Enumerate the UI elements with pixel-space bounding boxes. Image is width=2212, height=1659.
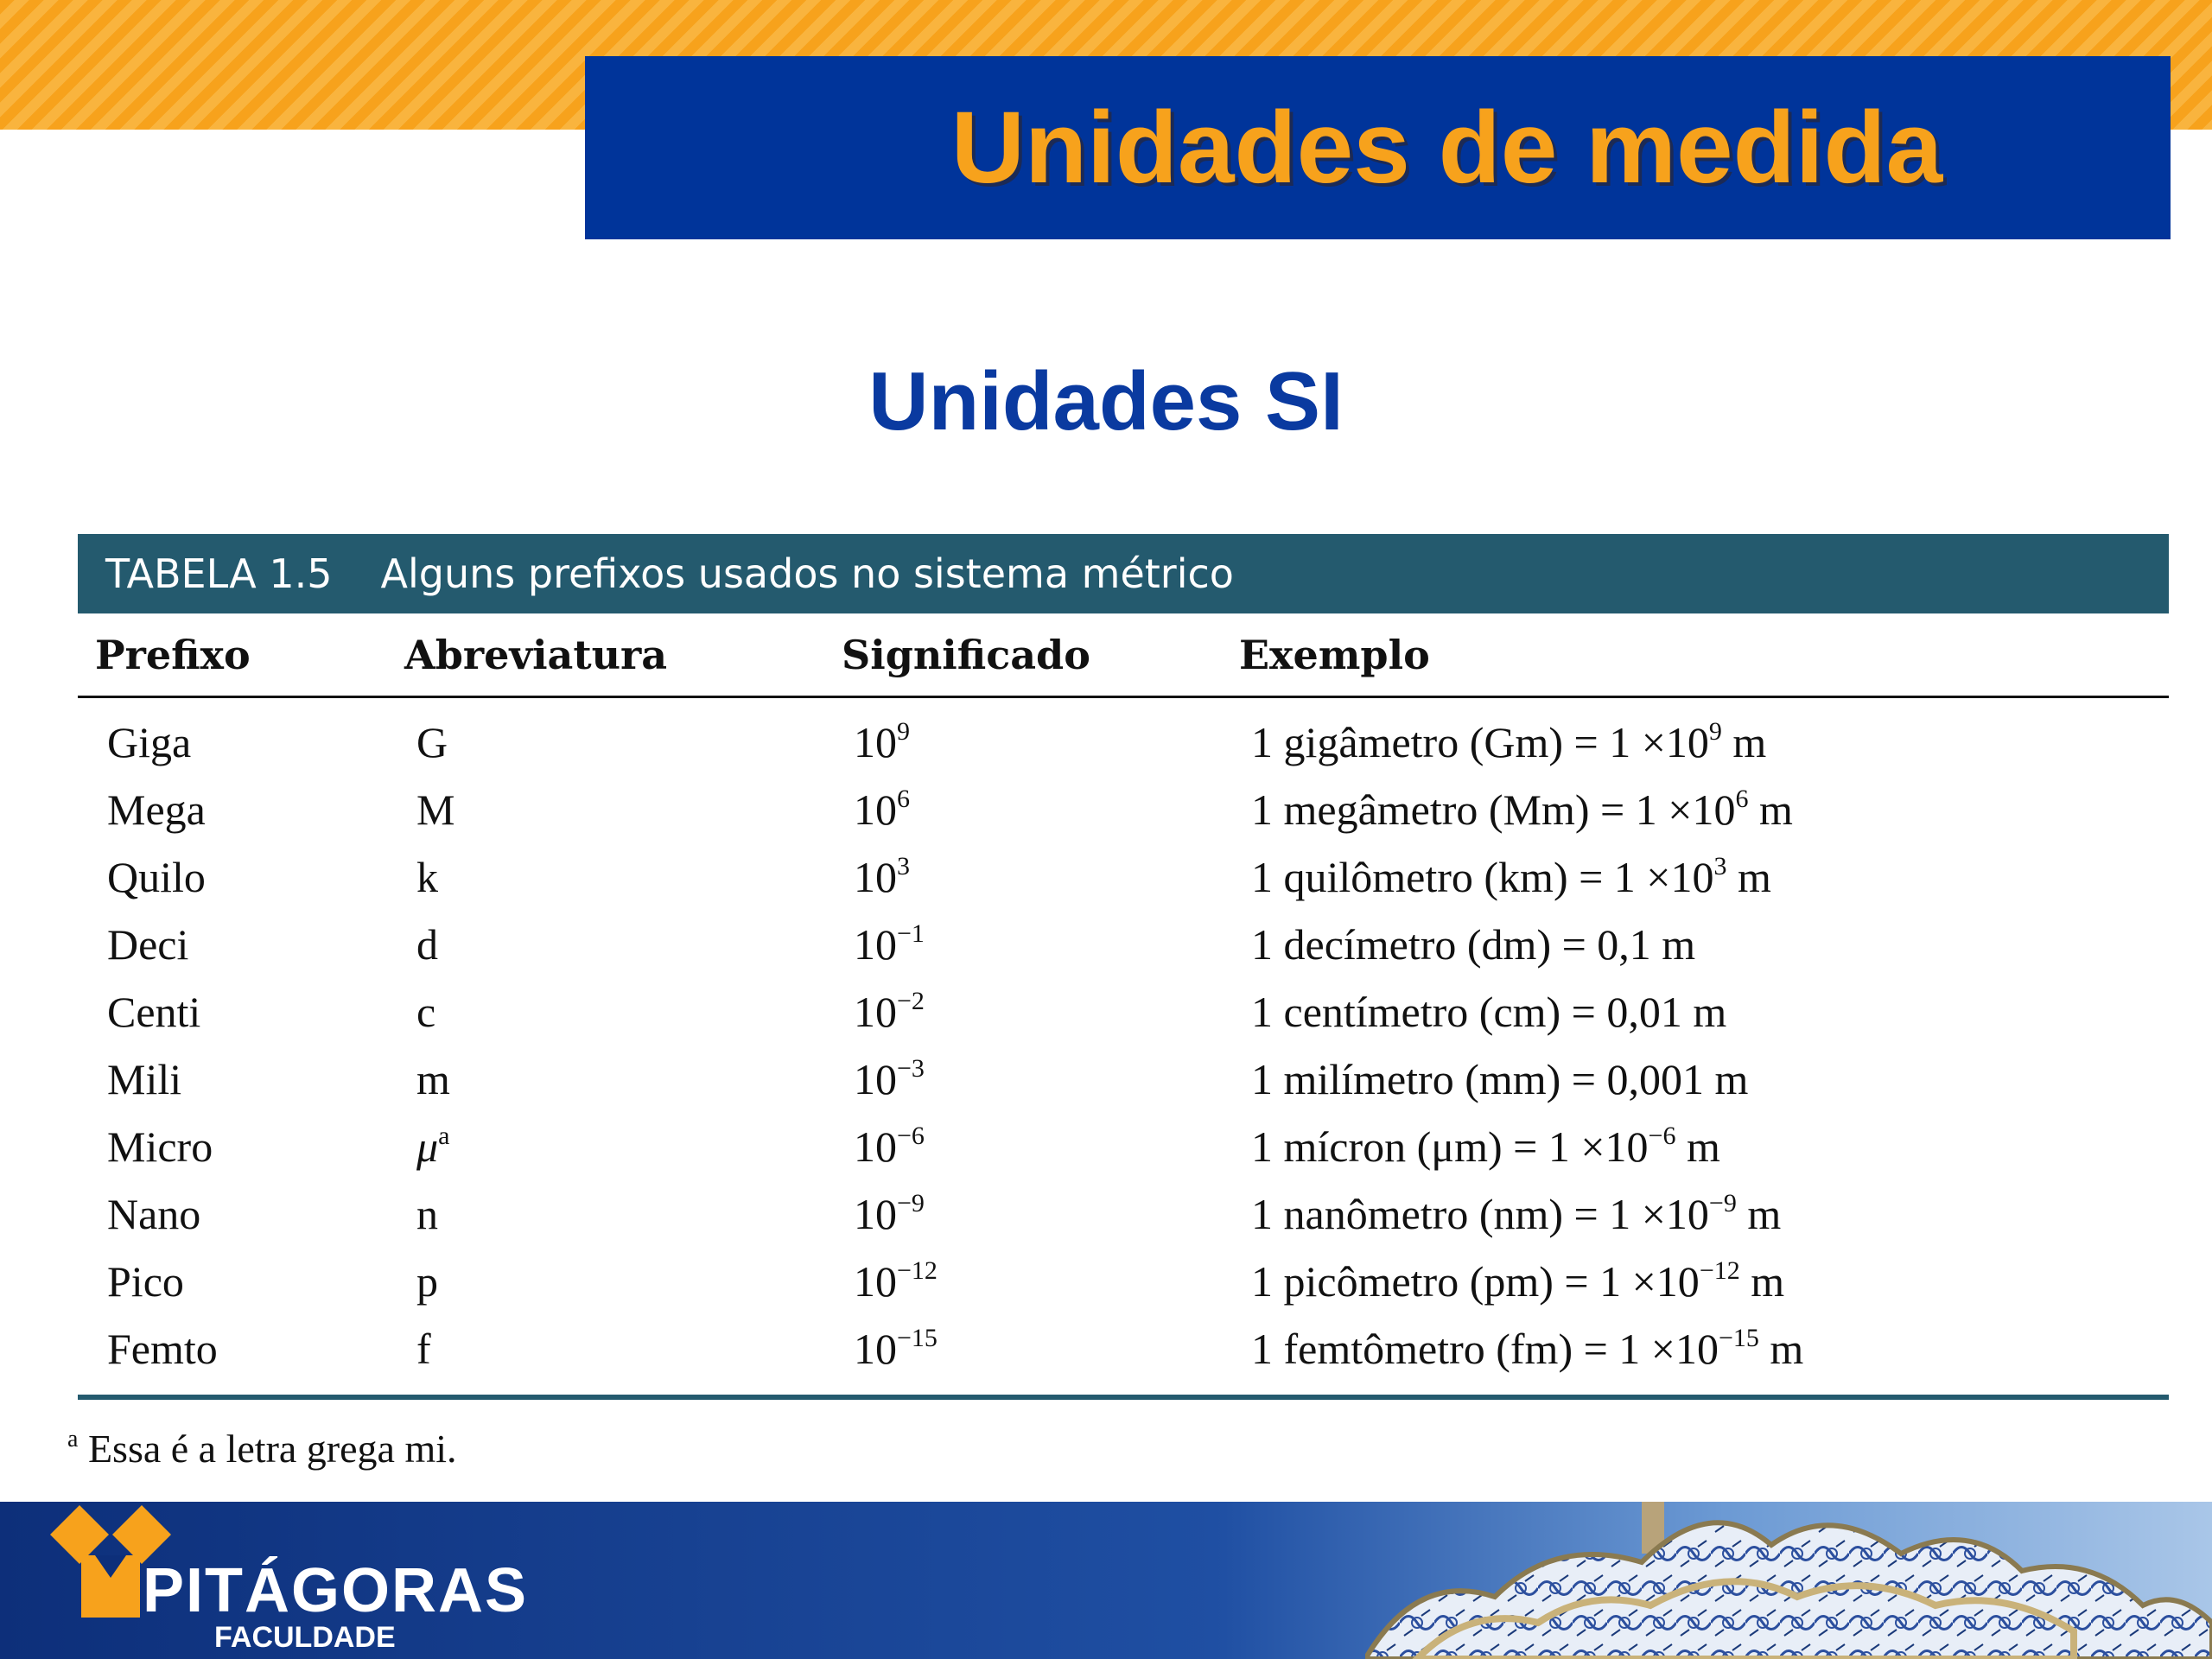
meaning-exponent: −15	[897, 1324, 938, 1352]
cell-example	[1222, 785, 2169, 835]
cell-abbreviation	[387, 919, 824, 969]
example-text: 1 mícron (μm) = 1 ×10	[1251, 1122, 1649, 1171]
cell-prefix: Deci	[107, 920, 189, 969]
meaning-base: 10	[854, 853, 897, 901]
example-text: 1 megâmetro (Mm) = 1 ×10	[1251, 785, 1736, 834]
title-bar	[585, 56, 2171, 239]
meaning-base: 10	[854, 920, 897, 969]
logo-name: PITÁGORAS	[143, 1556, 529, 1625]
abbr-symbol: f	[416, 1325, 431, 1373]
cell-example	[1222, 1256, 2169, 1306]
header-abreviatura: Abreviatura	[404, 631, 668, 678]
cell-prefix: Pico	[107, 1257, 184, 1306]
azulejo-ornament-icon	[1365, 1502, 2212, 1659]
meaning-base: 10	[854, 1257, 897, 1306]
table-caption	[78, 534, 2169, 613]
prefix-table	[78, 534, 2169, 1400]
slide-title: Unidades de medida	[950, 91, 1943, 205]
example-text: 1 centímetro (cm) = 0,01 m	[1251, 988, 1727, 1036]
example-text: 1 femtômetro (fm) = 1 ×10	[1251, 1325, 1719, 1373]
cell-prefix: Quilo	[107, 853, 206, 901]
cell-meaning	[824, 785, 1222, 835]
cell-abbreviation	[387, 852, 824, 902]
cell-example	[1222, 1122, 2169, 1172]
cell-example	[1222, 987, 2169, 1037]
abbr-symbol: p	[416, 1257, 438, 1306]
example-exponent: 6	[1735, 785, 1749, 813]
table-row	[78, 1180, 2169, 1248]
abbr-symbol: m	[416, 1055, 450, 1103]
meaning-exponent: 3	[897, 852, 910, 880]
example-exponent: 3	[1713, 852, 1727, 880]
cell-abbreviation	[387, 717, 824, 767]
example-text: 1 nanômetro (nm) = 1 ×10	[1251, 1190, 1709, 1238]
cell-meaning	[824, 987, 1222, 1037]
table-row	[78, 843, 2169, 911]
abbr-symbol: μ	[416, 1122, 439, 1171]
meaning-base: 10	[854, 785, 897, 834]
meaning-base: 10	[854, 1122, 897, 1171]
cell-meaning	[824, 1122, 1222, 1172]
cell-meaning	[824, 1189, 1222, 1239]
table-row	[78, 911, 2169, 978]
abbr-symbol: d	[416, 920, 438, 969]
meaning-base: 10	[854, 718, 897, 766]
table-row	[78, 1046, 2169, 1113]
cell-meaning	[824, 919, 1222, 969]
cell-meaning	[824, 852, 1222, 902]
cell-prefix: Mega	[107, 785, 206, 834]
cell-abbreviation	[387, 1054, 824, 1104]
cell-prefix: Giga	[107, 718, 192, 766]
footnote-text: Essa é a letra grega mi.	[78, 1427, 457, 1471]
cell-prefix: Centi	[107, 988, 201, 1036]
cell-example	[1222, 852, 2169, 902]
meaning-exponent: −12	[897, 1256, 938, 1285]
example-tail: m	[1736, 1190, 1782, 1238]
cell-example	[1222, 1324, 2169, 1374]
cell-meaning	[824, 717, 1222, 767]
meaning-exponent: 9	[897, 717, 910, 746]
abbr-symbol: k	[416, 853, 438, 901]
example-text: 1 gigâmetro (Gm) = 1 ×10	[1251, 718, 1709, 766]
table-footnote	[67, 1426, 457, 1471]
cell-meaning	[824, 1324, 1222, 1374]
example-exponent: −15	[1719, 1324, 1759, 1352]
example-exponent: −9	[1708, 1189, 1737, 1217]
cell-prefix: Nano	[107, 1190, 201, 1238]
example-text: 1 decímetro (dm) = 0,1 m	[1251, 920, 1696, 969]
meaning-exponent: −9	[897, 1189, 925, 1217]
table-row	[78, 1315, 2169, 1382]
cell-abbreviation	[387, 1189, 824, 1239]
header-significado: Significado	[842, 631, 1090, 678]
example-text: 1 quilômetro (km) = 1 ×10	[1251, 853, 1714, 901]
meaning-exponent: 6	[897, 785, 910, 813]
example-tail: m	[1739, 1257, 1785, 1306]
abbr-footnote-mark: a	[438, 1122, 450, 1150]
table-row	[78, 1248, 2169, 1315]
meaning-exponent: −3	[897, 1054, 925, 1083]
abbr-symbol: M	[416, 785, 455, 834]
cell-example	[1222, 1189, 2169, 1239]
table-header-row	[78, 613, 2169, 698]
cell-example	[1222, 919, 2169, 969]
meaning-base: 10	[854, 1190, 897, 1238]
cell-prefix: Mili	[107, 1055, 182, 1103]
cell-abbreviation	[387, 785, 824, 835]
table-row	[78, 709, 2169, 776]
cell-abbreviation	[387, 1122, 824, 1172]
example-tail: m	[1675, 1122, 1720, 1171]
cell-prefix: Femto	[107, 1325, 218, 1373]
cell-example	[1222, 717, 2169, 767]
abbr-symbol: c	[416, 988, 436, 1036]
cell-abbreviation	[387, 1324, 824, 1374]
example-tail: m	[1721, 718, 1767, 766]
table-caption-text: Alguns prefixos usados no sistema métrico	[380, 550, 1234, 597]
slide-subtitle: Unidades SI	[868, 355, 1344, 448]
cell-abbreviation	[387, 1256, 824, 1306]
cell-meaning	[824, 1256, 1222, 1306]
abbr-symbol: G	[416, 718, 448, 766]
meaning-base: 10	[854, 988, 897, 1036]
table-body	[78, 698, 2169, 1400]
table-row	[78, 776, 2169, 843]
meaning-base: 10	[854, 1325, 897, 1373]
header-exemplo: Exemplo	[1239, 631, 1430, 678]
example-tail: m	[1726, 853, 1771, 901]
example-text: 1 picômetro (pm) = 1 ×10	[1251, 1257, 1700, 1306]
cell-meaning	[824, 1054, 1222, 1104]
table-row	[78, 978, 2169, 1046]
meaning-base: 10	[854, 1055, 897, 1103]
footnote-mark: a	[67, 1426, 79, 1452]
table-row	[78, 1113, 2169, 1180]
meaning-exponent: −2	[897, 987, 925, 1015]
header-prefixo: Prefixo	[95, 631, 251, 678]
example-text: 1 milímetro (mm) = 0,001 m	[1251, 1055, 1749, 1103]
cell-prefix: Micro	[107, 1122, 213, 1171]
meaning-exponent: −6	[897, 1122, 925, 1150]
cell-example	[1222, 1054, 2169, 1104]
table-caption-number: TABELA 1.5	[105, 550, 333, 597]
cell-abbreviation	[387, 987, 824, 1037]
meaning-exponent: −1	[897, 919, 925, 948]
abbr-symbol: n	[416, 1190, 438, 1238]
logo-subtitle: FACULDADE	[214, 1621, 396, 1654]
example-tail: m	[1748, 785, 1793, 834]
example-exponent: −12	[1699, 1256, 1740, 1285]
example-exponent: −6	[1648, 1122, 1676, 1150]
example-tail: m	[1758, 1325, 1804, 1373]
example-exponent: 9	[1708, 717, 1722, 746]
